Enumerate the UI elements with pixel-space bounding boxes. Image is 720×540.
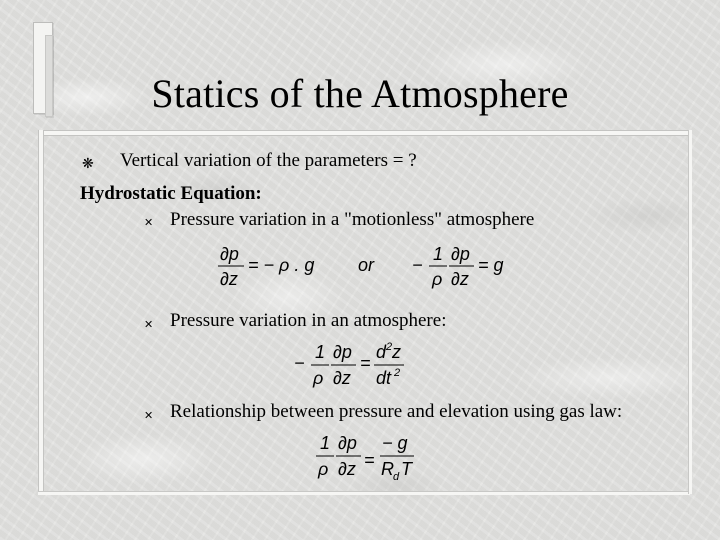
svg-text:ρ: ρ — [318, 459, 329, 479]
svg-text:−: − — [294, 353, 305, 373]
svg-text:2: 2 — [386, 341, 393, 353]
svg-text:d: d — [393, 471, 400, 483]
svg-text:=: = — [364, 450, 375, 470]
motion-equation — [292, 338, 422, 396]
svg-text:∂z: ∂z — [220, 269, 238, 289]
svg-text:=: = — [360, 353, 371, 373]
frame-top — [40, 130, 690, 136]
question-text: Vertical variation of the parameters = ? — [120, 150, 417, 171]
frame-bottom — [38, 491, 690, 495]
sub-bullet-icon: ✕ — [144, 319, 154, 331]
svg-text:dt: dt — [376, 368, 392, 388]
slide-title: Statics of the Atmosphere — [151, 71, 569, 116]
bullet-star-icon: ❋ — [82, 157, 94, 172]
frame-left — [38, 130, 44, 492]
svg-text:∂p: ∂p — [333, 342, 352, 362]
svg-text:1: 1 — [315, 342, 326, 362]
sub-bullet-icon: ✕ — [144, 410, 154, 422]
sub-bullet-icon: ✕ — [144, 217, 154, 229]
svg-text:∂z: ∂z — [451, 269, 469, 289]
svg-text:∂p: ∂p — [338, 433, 357, 453]
or-word: or — [358, 255, 375, 275]
gas-law-equation — [300, 428, 430, 486]
svg-text:T: T — [401, 459, 412, 479]
list-item-text: Pressure variation in a "motionless" atmosphere — [170, 209, 535, 230]
svg-text:− g: − g — [382, 433, 408, 453]
svg-text:−: − — [412, 255, 423, 275]
svg-text:d: d — [376, 342, 387, 362]
svg-text:1: 1 — [433, 244, 444, 264]
svg-text:= − ρ . g: = − ρ . g — [248, 255, 315, 275]
svg-text:∂p: ∂p — [451, 244, 470, 264]
svg-text:R: R — [381, 459, 394, 479]
svg-text:ρ: ρ — [432, 269, 443, 289]
svg-text:∂p: ∂p — [220, 244, 239, 264]
frame-right — [688, 130, 692, 494]
svg-text:= g: = g — [478, 255, 504, 275]
svg-text:∂z: ∂z — [338, 459, 356, 479]
svg-text:∂z: ∂z — [333, 368, 351, 388]
svg-text:ρ: ρ — [313, 368, 324, 388]
svg-text:2: 2 — [394, 367, 401, 379]
svg-text:z: z — [392, 342, 401, 362]
section-heading: Hydrostatic Equation: — [80, 183, 262, 204]
hydrostatic-equation — [212, 238, 512, 296]
list-item-text: Relationship between pressure and elevation using gas law: — [170, 401, 623, 422]
list-item-text: Pressure variation in an atmosphere: — [170, 310, 447, 331]
svg-text:1: 1 — [320, 433, 331, 453]
